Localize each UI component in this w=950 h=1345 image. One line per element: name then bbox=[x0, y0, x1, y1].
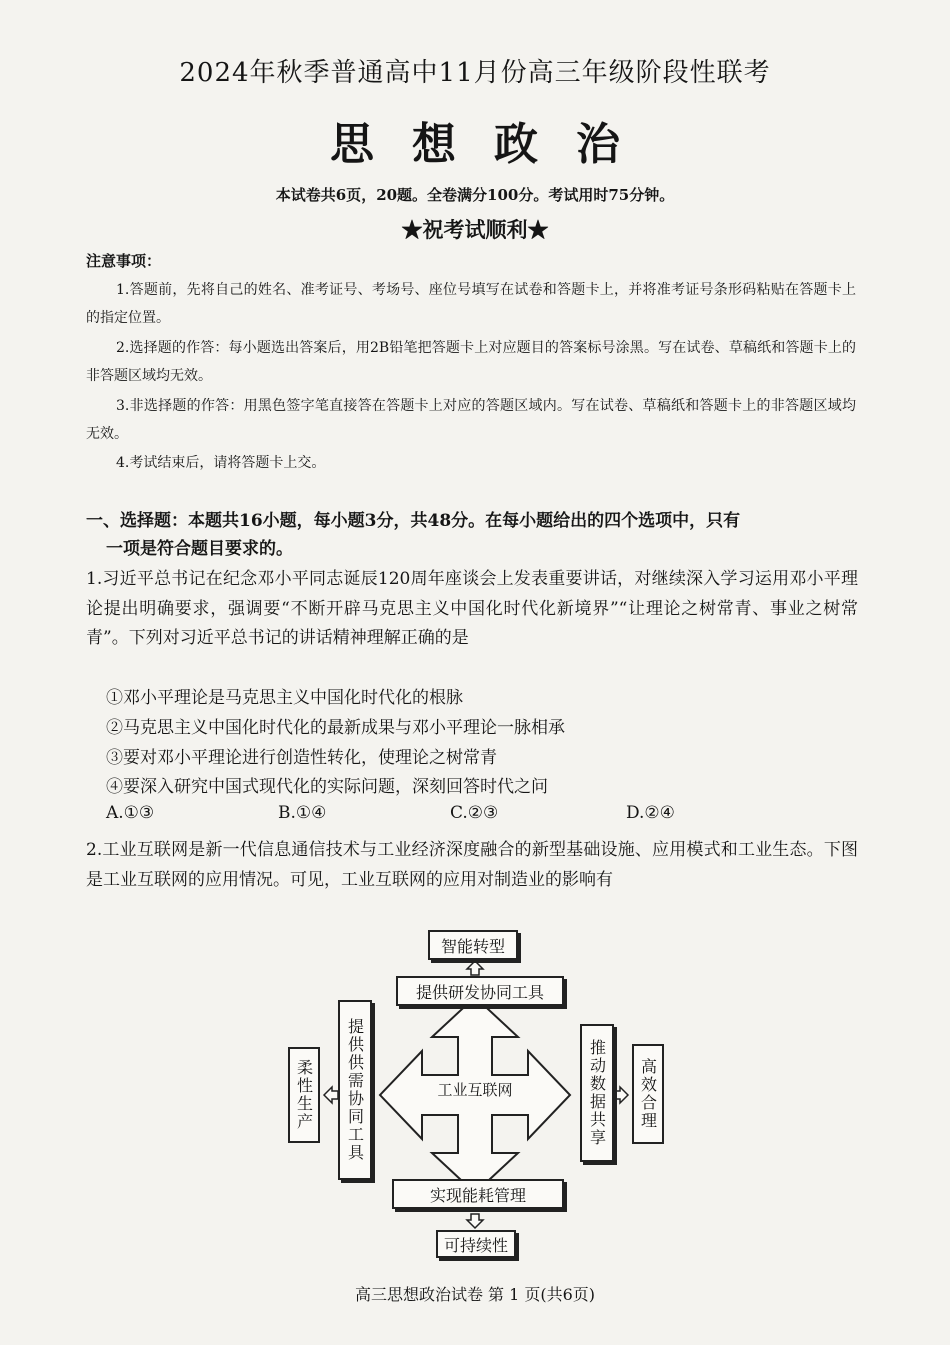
diagram-left-tool: 提供供需协同工具 bbox=[338, 1000, 372, 1180]
question-1-item-3: ③要对邓小平理论进行创造性转化，使理论之树常青 bbox=[106, 748, 497, 768]
exam-title: 2024年秋季普通高中11月份高三年级阶段性联考 bbox=[179, 58, 771, 88]
question-1-option-b[interactable]: B.①④ bbox=[278, 803, 327, 823]
question-1-item-1: ①邓小平理论是马克思主义中国化时代化的根脉 bbox=[106, 688, 463, 708]
question-1-option-d[interactable]: D.②④ bbox=[626, 803, 675, 823]
diagram-center-label: 工业互联网 bbox=[437, 1081, 513, 1099]
question-1-item-4: ④要深入研究中国式现代化的实际问题，深刻回答时代之问 bbox=[106, 777, 548, 797]
question-1-item-2: ②马克思主义中国化时代化的最新成果与邓小平理论一脉相承 bbox=[106, 718, 565, 738]
arrow-down-small bbox=[467, 1214, 483, 1228]
diagram-bottom-tool: 实现能耗管理 bbox=[392, 1179, 564, 1209]
page-footer: 高三思想政治试卷 第 1 页(共6页) bbox=[354, 1285, 596, 1304]
arrow-left-small bbox=[324, 1087, 338, 1103]
blessing-line: ★祝考试顺利★ bbox=[401, 217, 549, 242]
notice-item-2: 2.选择题的作答：每小题选出答案后，用2B铅笔把答题卡上对应题目的答案标号涂黑。写在试卷、草稿纸和答题卡上的非答题区域均无效。 bbox=[86, 340, 856, 384]
exam-info: 本试卷共6页，20题。全卷满分100分。考试用时75分钟。 bbox=[275, 186, 675, 204]
diagram-right-tool: 推动数据共享 bbox=[580, 1024, 614, 1162]
notice-item-4: 4.考试结束后，请将答题卡上交。 bbox=[116, 455, 326, 471]
arrow-up-small bbox=[467, 961, 483, 975]
section-one-title: 一、选择题：本题共16小题，每小题3分，共48分。在每小题给出的四个选项中，只有 bbox=[86, 511, 741, 531]
notice-item-1: 1.答题前，先将自己的姓名、准考证号、考场号、座位号填写在试卷和答题卡上，并将准考证号条形码粘贴在答题卡上的指定位置。 bbox=[86, 282, 856, 326]
notice-heading: 注意事项： bbox=[86, 252, 162, 270]
question-1-stem: 1.习近平总书记在纪念邓小平同志诞辰120周年座谈会上发表重要讲话，对继续深入学习运用邓小平理论提出明确要求，强调要“不断开辟马克思主义中国化时代化新境界”“让理论之树常青、事业之树常青”。下列对习近平总书记的讲话精神理解正确的是 bbox=[86, 569, 858, 648]
section-one-heading bbox=[86, 507, 862, 563]
question-2-stem: 2.工业互联网是新一代信息通信技术与工业经济深度融合的新型基础设施、应用模式和工业生态。下图是工业互联网的应用情况。可见，工业互联网的应用对制造业的影响有 bbox=[86, 840, 858, 890]
question-1-option-c[interactable]: C.②③ bbox=[450, 803, 499, 823]
diagram-top-tool: 提供研发协同工具 bbox=[396, 976, 564, 1006]
diagram-right-outcome: 高效合理 bbox=[632, 1044, 664, 1144]
diagram-bottom-outcome: 可持续性 bbox=[436, 1230, 516, 1258]
notice-item-3: 3.非选择题的作答：用黑色签字笔直接答在答题卡上对应的答题区域内。写在试卷、草稿纸和答题卡上的非答题区域均无效。 bbox=[86, 398, 856, 442]
section-one-title-cont: 一项是符合题目要求的。 bbox=[106, 539, 293, 559]
subject-title: 思想政治 bbox=[330, 119, 658, 170]
diagram-left-outcome: 柔性生产 bbox=[288, 1047, 320, 1143]
arrow-right-small bbox=[614, 1087, 628, 1103]
question-1-option-a[interactable]: A.①③ bbox=[106, 803, 155, 823]
diagram-top-outcome: 智能转型 bbox=[428, 930, 518, 960]
